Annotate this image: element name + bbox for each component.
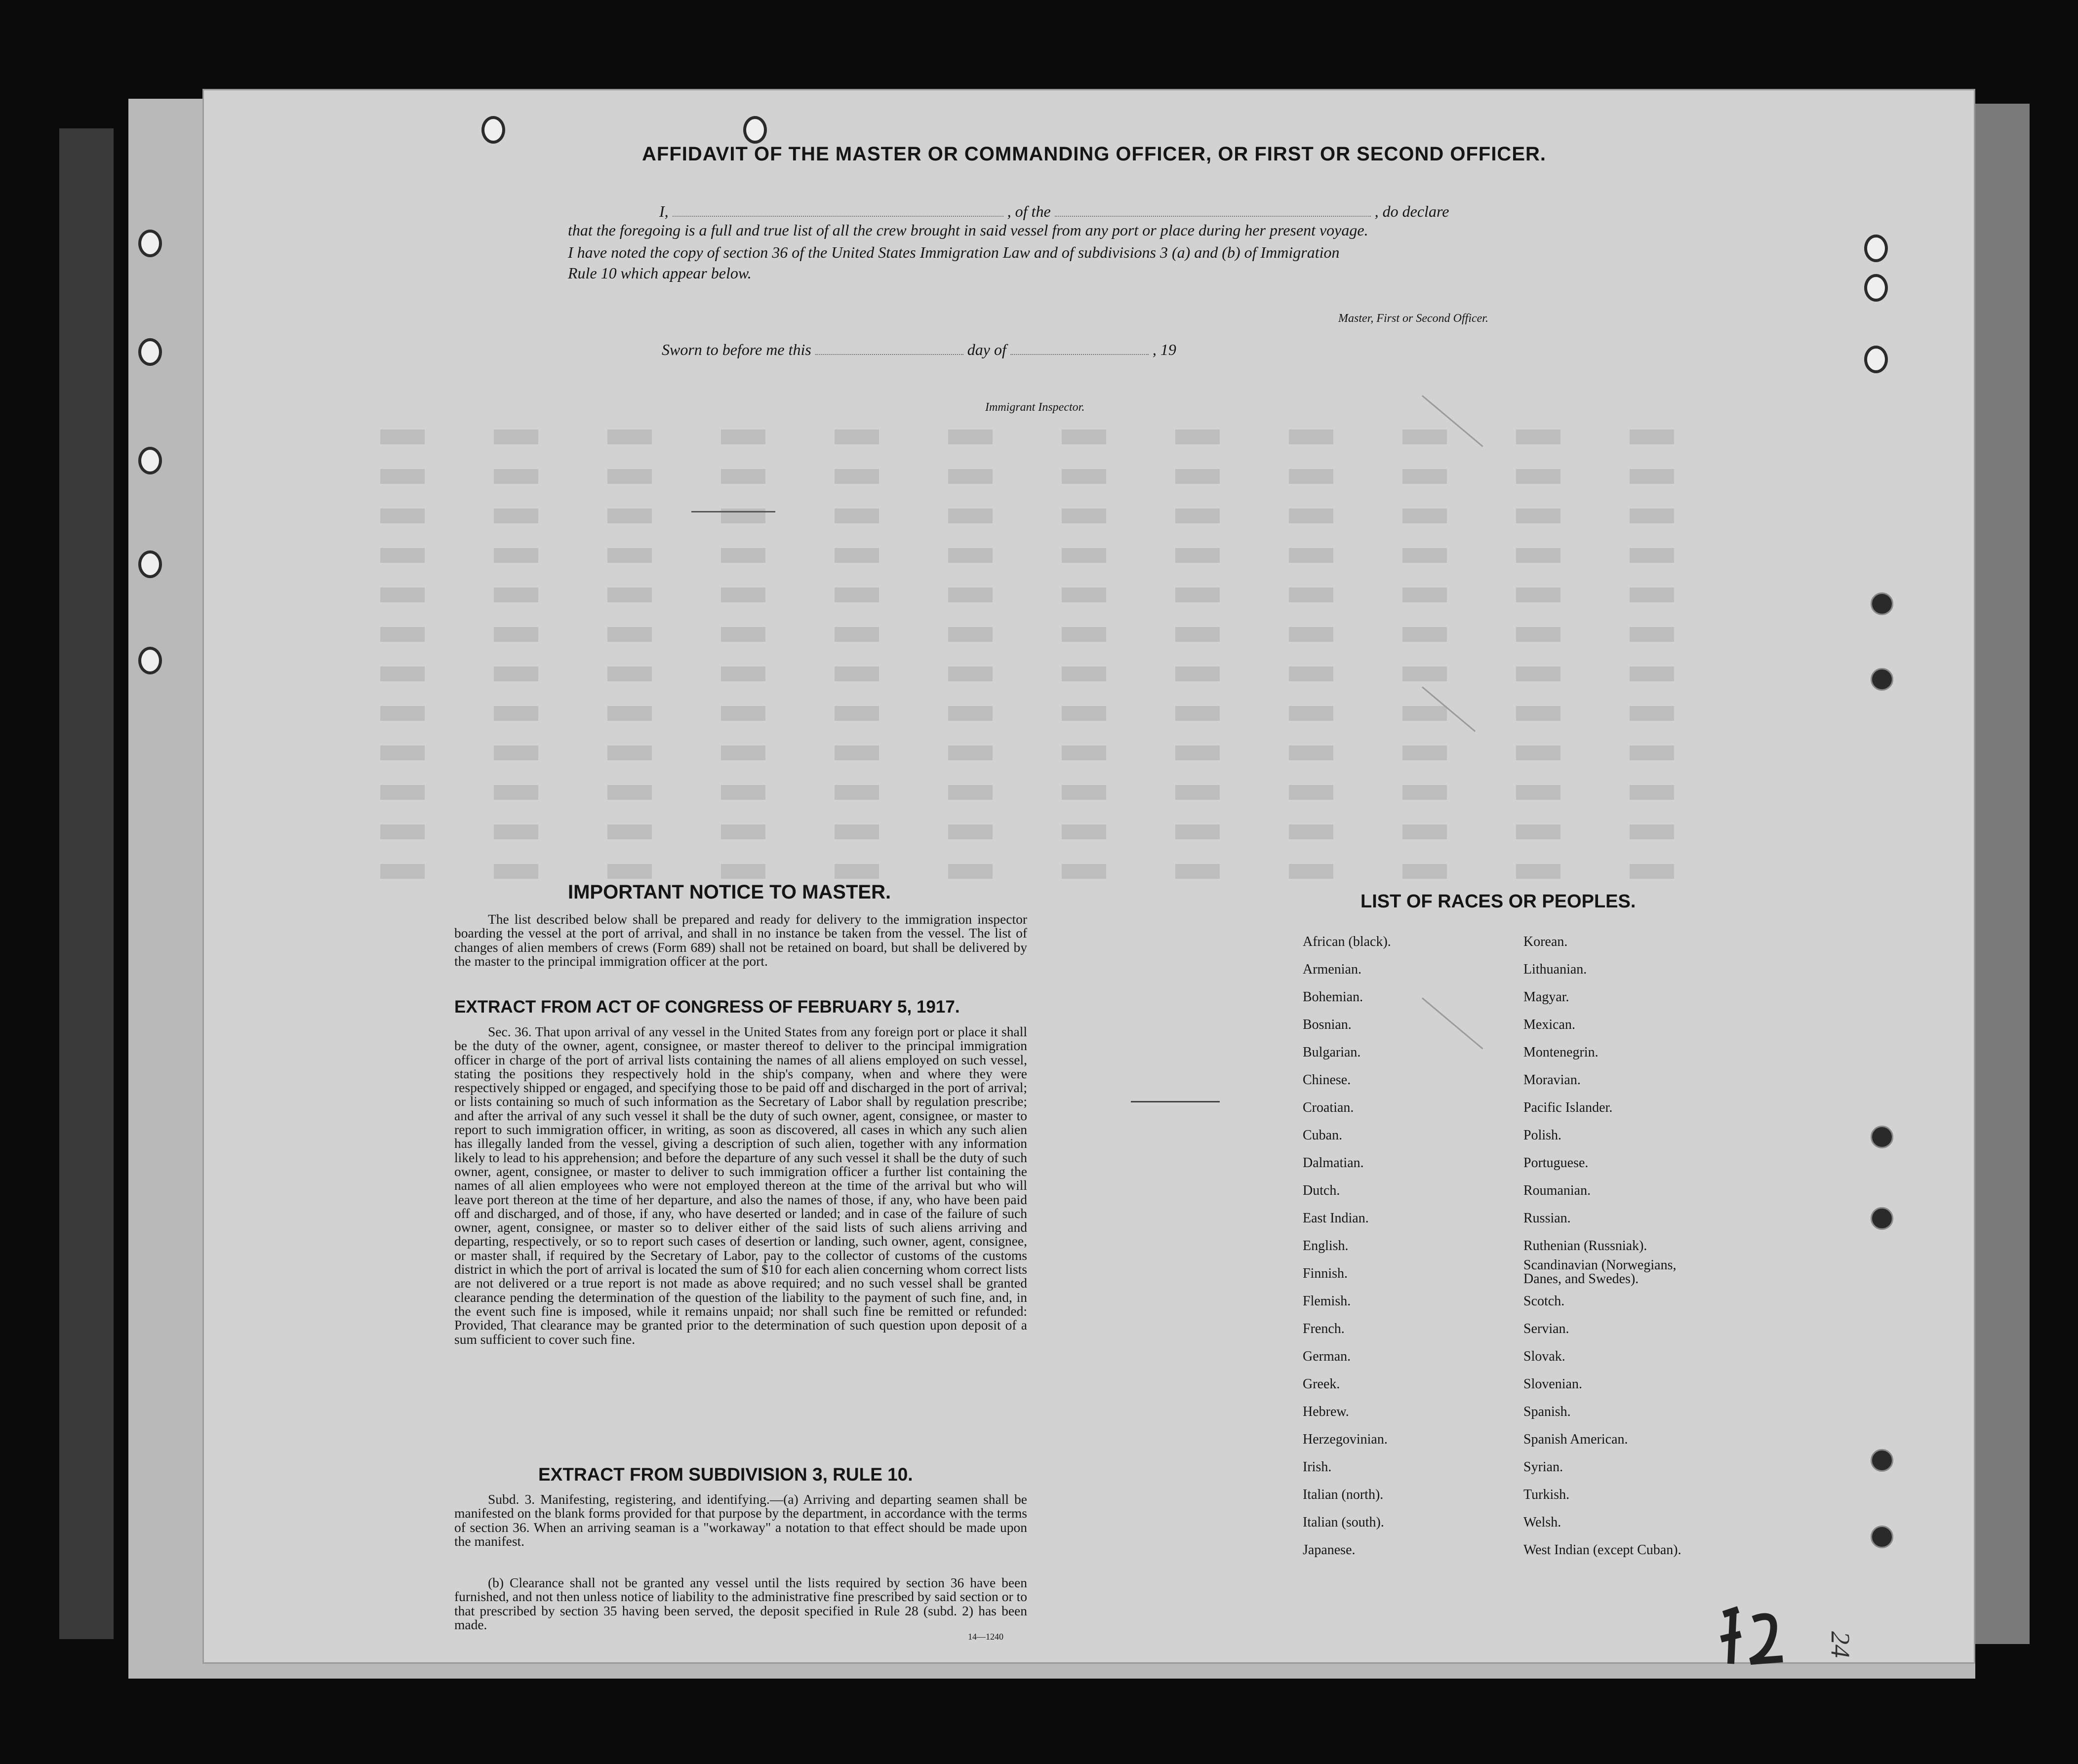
- race-item: Welsh.: [1523, 1515, 1561, 1530]
- punch-hole: [1871, 1449, 1893, 1472]
- race-item: Syrian.: [1523, 1459, 1563, 1475]
- race-item: Pacific Islander.: [1523, 1100, 1613, 1115]
- race-item: Hebrew.: [1303, 1404, 1349, 1419]
- inspector-label: Immigrant Inspector.: [985, 401, 1085, 414]
- manifest-page: [202, 89, 1975, 1664]
- punch-hole: [138, 447, 162, 474]
- ghost-row: [380, 824, 1714, 839]
- race-item: Russian.: [1523, 1211, 1571, 1226]
- race-item: Dalmatian.: [1303, 1155, 1364, 1171]
- day-of-label: day of: [967, 341, 1006, 358]
- race-item: Spanish.: [1523, 1404, 1571, 1419]
- race-item: West Indian (except Cuban).: [1523, 1542, 1681, 1558]
- punch-hole: [1871, 1126, 1893, 1148]
- race-item: Chinese.: [1303, 1072, 1351, 1088]
- punch-hole: [743, 116, 767, 144]
- punch-hole: [138, 230, 162, 257]
- race-item: Bosnian.: [1303, 1017, 1352, 1032]
- ghost-row: [380, 509, 1714, 523]
- race-item: French.: [1303, 1321, 1345, 1336]
- bleed-through-title: [459, 158, 469, 191]
- affidavit-title: AFFIDAVIT OF THE MASTER OR COMMANDING OFFICER, OR FIRST OR SECOND OFFICER.: [642, 143, 1546, 165]
- vessel-blank: [1055, 216, 1371, 217]
- punch-hole: [1871, 1526, 1893, 1548]
- race-item: Cuban.: [1303, 1128, 1343, 1143]
- rule-extract-text-b: (b) Clearance shall not be granted any vessel until the lists required by section 36 have been furnished, and not then unless notice of liability to the administrative fine prescribed by said section or to that prescribed by section 35 having been served, the deposit specified in Rule 28 (subd. 2) has been made.: [454, 1575, 1027, 1632]
- race-item: Montenegrin.: [1523, 1045, 1598, 1060]
- pen-stroke: [691, 511, 775, 512]
- punch-hole: [138, 550, 162, 578]
- left-binding-strip: [59, 128, 114, 1639]
- ghost-row: [380, 706, 1714, 721]
- race-item: Bohemian.: [1303, 989, 1363, 1005]
- race-item: Moravian.: [1523, 1072, 1581, 1088]
- master-signature-label: Master, First or Second Officer.: [1338, 312, 1488, 325]
- ghost-row: [380, 666, 1714, 681]
- rule-extract-title: EXTRACT FROM SUBDIVISION 3, RULE 10.: [538, 1464, 913, 1485]
- race-item: Spanish American.: [1523, 1432, 1628, 1447]
- race-item: Italian (south).: [1303, 1515, 1384, 1530]
- punch-hole: [1864, 274, 1888, 302]
- race-item: Bulgarian.: [1303, 1045, 1361, 1060]
- affidavit-line-4: Rule 10 which appear below.: [568, 264, 752, 282]
- act-extract-text: Sec. 36. That upon arrival of any vessel in the United States from any foreign port or place it shall be the duty of the owner, agent, consignee, or master thereof to deliver to the principal immigration officer in charge of the port of arrival lists containing the names of all aliens employed on such vessel, stating the positions they respectively hold in the ship's company, when and where they were respectively shipped or engaged, and specifying those to be paid off and discharged in the port of arrival; or lists containing so much of such information as the Secretary of Labor shall by regulation prescribe; and after the arrival of any such vessel it shall be the duty of such owner, agent, consignee, or master to report to such immigration officer, in writing, as soon as discovered, all cases in which any such alien has illegally landed from the vessel, giving a description of such alien, together with any information likely to lead to his apprehension; and before the departure of any such vessel it shall be the duty of such owner, agent, consignee, or master to deliver to such immigration officer a further list containing the names of all alien employees who were not employed thereon at the time of the arrival but who will leave port thereon at the time of her departure, and also the names of those, if any, who have been paid off and discharged, and of those, if any, who have deserted or landed; and in case of the failure of such owner, agent, consignee, or master so to deliver either of the said lists of such aliens arriving and departing, respectively, or so to report such cases of desertion or landing, such owner, agent, consignee, or master shall, if required by the Secretary of Labor, pay to the collector of customs of the customs district in which the port of arrival is located the sum of $10 for each alien concerning whom correct lists are not delivered or a true report is not made as above required; and no such vessel shall be granted clearance pending the determination of the question of the liability to the payment of such fine, and, in the event such fine is imposed, while it remains unpaid; nor shall such fine be remitted or refunded: Provided, That clearance may be granted prior to the determination of such question upon deposit of a sum sufficient to cover such fine.: [454, 1024, 1027, 1347]
- ghost-row: [380, 430, 1714, 444]
- race-item: Turkish.: [1523, 1487, 1570, 1502]
- pen-stroke: [1422, 997, 1483, 1049]
- race-item: German.: [1303, 1349, 1351, 1364]
- race-item: Slovenian.: [1523, 1376, 1582, 1392]
- affidavit-do-declare: , do declare: [1374, 202, 1449, 220]
- race-item: Portuguese.: [1523, 1155, 1589, 1171]
- race-item: English.: [1303, 1238, 1349, 1254]
- race-item: African (black).: [1303, 934, 1391, 949]
- punch-hole: [138, 338, 162, 366]
- affidavit-line-2: that the foregoing is a full and true list of all the crew brought in said vessel from any port or place during her present voyage.: [568, 221, 1368, 239]
- ghost-row: [380, 627, 1714, 642]
- sworn-label: Sworn to before me this: [662, 341, 811, 358]
- ghost-row: [380, 588, 1714, 602]
- ghost-row: [380, 469, 1714, 484]
- affidavit-of-the: , of the: [1007, 202, 1051, 220]
- races-title: LIST OF RACES OR PEOPLES.: [1360, 891, 1636, 912]
- punch-hole: [1871, 668, 1893, 691]
- punch-hole: [1864, 346, 1888, 373]
- name-blank: [673, 216, 1003, 217]
- race-item: Ruthenian (Russniak).: [1523, 1238, 1647, 1254]
- race-item: Greek.: [1303, 1376, 1340, 1392]
- race-item: Magyar.: [1523, 989, 1569, 1005]
- race-item: Finnish.: [1303, 1266, 1348, 1281]
- race-item: Roumanian.: [1523, 1183, 1591, 1198]
- race-item: Flemish.: [1303, 1294, 1351, 1309]
- form-number: 14—1240: [968, 1632, 1003, 1642]
- punch-hole: [1871, 1207, 1893, 1230]
- ghost-row: [380, 548, 1714, 563]
- punch-hole: [481, 116, 505, 144]
- race-item: Korean.: [1523, 934, 1568, 949]
- race-item: Lithuanian.: [1523, 962, 1587, 977]
- sworn-line: [662, 341, 1254, 359]
- race-item: Polish.: [1523, 1128, 1562, 1143]
- punch-hole: [138, 647, 162, 674]
- race-item: Mexican.: [1523, 1017, 1575, 1032]
- year-label: , 19: [1152, 341, 1176, 358]
- act-extract-title: EXTRACT FROM ACT OF CONGRESS OF FEBRUARY 5, 1917.: [454, 997, 960, 1017]
- race-item: Japanese.: [1303, 1542, 1356, 1558]
- day-blank: [815, 354, 963, 355]
- race-item: Dutch.: [1303, 1183, 1340, 1198]
- margin-numeral: 24: [1826, 1631, 1855, 1658]
- race-item: Croatian.: [1303, 1100, 1354, 1115]
- ghost-row: [380, 745, 1714, 760]
- notice-title: IMPORTANT NOTICE TO MASTER.: [568, 881, 891, 903]
- punch-hole: [1864, 235, 1888, 262]
- affidavit-i: I,: [659, 202, 669, 220]
- month-blank: [1010, 354, 1149, 355]
- ghost-row: [380, 785, 1714, 800]
- race-item: Servian.: [1523, 1321, 1569, 1336]
- race-item: Scotch.: [1523, 1294, 1565, 1309]
- notice-text: The list described below shall be prepared and ready for delivery to the immigration inspector boarding the vessel at the port of arrival, and shall in no instance be taken from the vessel. The list of changes of alien members of crews (Form 689) shall not be retained on board, but shall be delivered by the master to the principal immigration officer at the port.: [454, 911, 1027, 969]
- race-item: Irish.: [1303, 1459, 1332, 1475]
- affidavit-line-1: [659, 202, 1543, 221]
- race-item: Herzegovinian.: [1303, 1432, 1388, 1447]
- handwritten-mark-icon: [1718, 1605, 1788, 1669]
- pen-stroke: [1131, 1101, 1220, 1102]
- race-item: Italian (north).: [1303, 1487, 1384, 1502]
- punch-hole: [1871, 592, 1893, 615]
- ghost-row: [380, 864, 1714, 879]
- affidavit-line-3: I have noted the copy of section 36 of the United States Immigration Law and of subdivisions 3 (a) and (b) of Immigration: [568, 243, 1340, 261]
- race-item: Slovak.: [1523, 1349, 1565, 1364]
- race-item: Scandinavian (Norwegians, Danes, and Swedes).: [1523, 1257, 1677, 1287]
- race-item: Armenian.: [1303, 962, 1361, 977]
- race-item: East Indian.: [1303, 1211, 1369, 1226]
- rule-extract-text-a: Subd. 3. Manifesting, registering, and identifying.—(a) Arriving and departing seamen shall be manifested on the blank forms provided for that purpose by the department, in accordance with the terms of section 36. When an arriving seaman is a "workaway" a notation to that effect should be made upon the manifest.: [454, 1491, 1027, 1549]
